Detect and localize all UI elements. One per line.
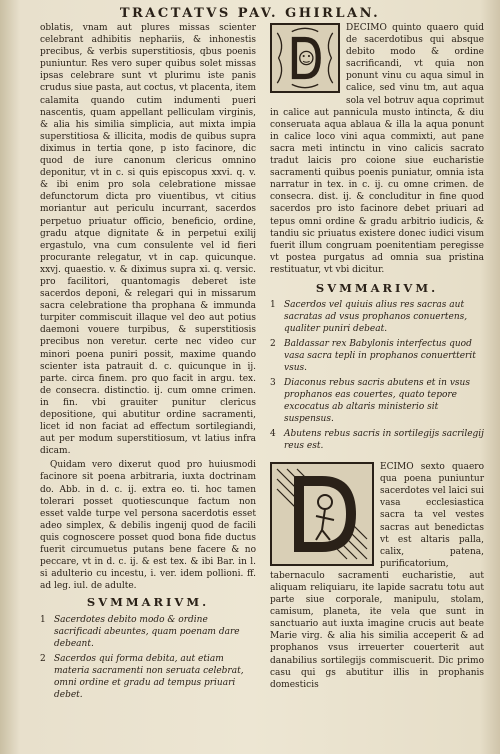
summary-text: Diaconus rebus sacris abutens et in vsus prophanos eas couertes, quato tepore excocatus ab altaris ministerio sit suspensus. — [284, 378, 470, 425]
summary-number: 1 — [40, 614, 46, 625]
summary-text: Sacerdotes debito modo & ordine sacrificadi abeuntes, quam poenam dare debeant. — [54, 614, 240, 649]
right-summary-item — [270, 299, 484, 335]
summary-number: 2 — [270, 339, 276, 350]
left-summary-item — [40, 653, 256, 701]
right-summary-title: SVMMARIVM. — [315, 280, 439, 295]
left-paragraph-1: oblatis, vnam aut plures missas scienter celebrant adhibitis nephariis, & inhonestis precibus, & verbis superstitiosis, qbus poenis puniuntur. Res vero super quibus solet missas ipsas celebrare sunt vt plurimu iste panis crudus siue pasta, aut coctus, vt placenta, item calamita quando cutim indumenti pueri nascentis, quam appellant pelliculam virginis, & alia his similia simplicia, aut mixta impia superstitiosa & illicita, modis de quibus supra diximus in tertia qone, p isto facinore, dic quod de iure canonum clericus omnino deponitur, vt in c. si quis episcopus xxvi. q. v. & ibi enim pro sola celebratione missae defunctorum dicta pro viuentibus, vt citius moriantur aut periculu incurrant, sacerdos perpetuo priuatur officio, beneficio, ordine, gradu atque dignitate & in perpetui exilij ergastulo, vna cum consulente vel id fieri procurante relegatur, vt in cap. quicunque. xxvj. quaestio. v. & diximus supra xi. q. versic. pro facilitori, quantomagis deberet iste sacerdos deponi, & relegari qui in missarum sacra celebratione tha prophana & immunda turpiter commiscuit illaque vel deo aut potius daemoni vouere turpibus, & superstitiosis precibus non veretur. certe nec video cur minori poena puniri possit, maxime quando scienter ista patrauit d. c. quicunque in ij. parte. circa finem. pro quo facit in argu. tex. de consecra. distinctio. ij. cum omne crimen. in fin. vbi grauiter punitur clericus depositione, qui abutitur ordine sacramenti, licet id non faciat ad effectum sortilegiandi, aut per modum superstitiosum, vt latius infra dicam. — [40, 23, 256, 457]
summary-number: 1 — [270, 300, 276, 311]
woodcut-initial-d-figure-icon — [272, 464, 372, 564]
summary-number: 3 — [270, 378, 276, 389]
left-summary-title: SVMMARIVM. — [86, 595, 210, 610]
running-header: TRACTATVS PAV. GHIRLAN. — [119, 6, 381, 21]
right-column — [270, 22, 484, 693]
decorated-initial-d — [270, 23, 340, 93]
right-summary-item — [270, 338, 484, 374]
summary-text: Baldassar rex Babylonis interfectus quod vasa sacra tepli in prophanos conuertterit vsus. — [284, 339, 476, 374]
summary-text: Sacerdos vel quiuis alius res sacras aut sacratas ad vsus prophanos conuertens, qualiter puniri debeat. — [284, 300, 468, 335]
right-summary-item — [270, 377, 484, 425]
right-summary-item — [270, 428, 484, 452]
left-column — [40, 22, 256, 704]
decorated-initial-d-large — [270, 462, 374, 566]
woodcut-initial-d-icon — [272, 25, 338, 91]
summary-text: Sacerdos qui forma debita, aut etiam materia sacramenti non seruata celebrat, omni ordine et gradu ad tempus priuari debet. — [54, 653, 244, 700]
summary-number: 2 — [40, 653, 46, 664]
right-paragraph-2: ECIMO sexto quaero qua poena puniuntur sacerdotes vel laici sui vasa ecclesiastica sacra ta vel vestes sacras aut benedictas vt est altaris palla, calix, patena, purificatorium, tabernaculo sacramenti eucharistie, aut aliquam reliquiaru, ite lapide sacratu totu aut parte siue corporale, manipulu, stolam, camisum, planeta, ite vela que sunt in sanctuario aut iuxta imagine crucis aut beate Marie virg. & alia his similia acceperit & ad prophanos vsus irreuerter couerterit aut danabilius sortilegijs commiscuerit. Dic primo casu qui gs abutitur illis in prophanis domesticis — [270, 462, 484, 690]
summary-text: Abutens rebus sacris in sortilegijs sacrilegij reus est. — [284, 429, 484, 452]
left-paragraph-2: Quidam vero dixerut quod pro huiusmodi facinore sit poena arbitraria, iuxta doctrinam do. Abb. in d. c. ij. extra eo. ti. hoc tamen tolerari posset quotiescunque factum non esset valde turpe vel persona sacerdotis esset adeo simplex, & debilis ingenij quod de facili quis cognoscere posset quod bona fide ductus fuerit circumuetus putans bene facere & no peccare, vt in d. c. ij. & est tex. & ibi Bar. in l. si adulterio cu incestu, i. ver. idem pollioni. ff. ad leg. iul. de adulte. — [40, 460, 256, 592]
left-summary-item — [40, 614, 256, 650]
summary-number: 4 — [270, 429, 276, 440]
right-paragraph-1: DECIMO quinto quaero quid de sacerdotibus qui absque debito modo & ordine sacrificandi, vt quia non ponunt vinu cu aqua simul in calice, sed vinu tm, aut aqua sola vel botruv aqua coprimut in calice aut pannicula musto intincta, & diu conseruata aqua ablaua & illa la aqua ponunt in calice loco vini aqua commixti, aut pane sacra meti intinctu in vino calicis sacrato tradut laicis pro coione siue eucharistie sacramenti quibus poenis puniatur, omnia ista narratur in tex. in c. ij. cu omne crimen. de consecra. dist. ij. & concluditur in fine quod sacerdos pro isto facinore debet priuari ad tepus omni ordine & gradu arbitrio iudicis, & tandiu sic priuatus existere donec iudici visum fuerit illum congruam poenitentiam peregisse vt postea purgatus ad omnia sua pristina restituatur, vt vbi dicitur. — [270, 23, 484, 275]
